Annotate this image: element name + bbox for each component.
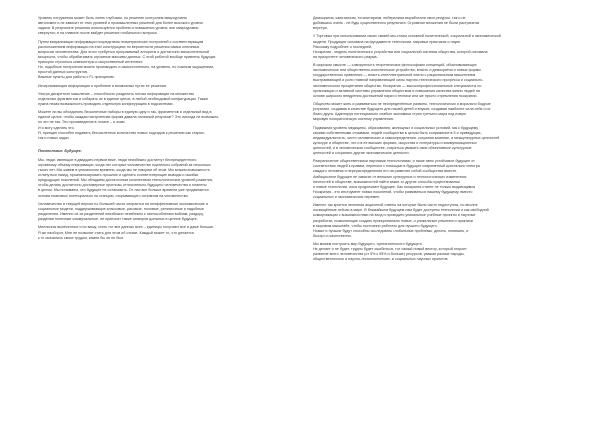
text-line: так и новых задач.	[38, 135, 70, 140]
text-line: на приоритете человеческого разума.	[313, 54, 378, 59]
text-line: единое целое, чтобы каждая настроенная форма давала полезный результат? Это никогда не возможно,	[38, 115, 220, 120]
text-line: У Торговых при использовании своих связей мы стоим основной политической, социальной и экономической	[313, 34, 501, 39]
text-line: государственного правления — власть интеллектуальной элиты с рациональным мышлением	[313, 73, 476, 78]
text-line: Новые и лучшие будут способны исследовать глобальные проблемы, делать, понимать, и	[313, 228, 469, 233]
text-line: личностей в обществе, возможностей найти какие-то другие способы существования	[313, 179, 460, 184]
text-line: коммуникации с возможностями на вход и проводить уникальные учебные проекты и научные	[313, 213, 476, 218]
text-line: индивидуальность, чисто человеческих и самоопределения, сохраняя влияние, и межкультурных ценностей	[313, 135, 500, 140]
text-line: чтобы делать достаточно достоверные прогнозы относительно будущего человечества и планеты	[38, 183, 207, 188]
text-line: огромному объему информации, когда нет которые человечество тщательно собраний за несколько	[38, 163, 211, 167]
text-line: Ультра дискретное мышление – способность разделить потоки информации на множество	[38, 91, 195, 96]
paragraph	[313, 159, 563, 200]
text-line: культуре и обществе, что и в ее высших формах, искусства и литературы и коммуникационных	[313, 140, 477, 145]
text-line: Я, принцип способен подавать бесчисленное количество новых подходов к решению как старых,	[38, 130, 206, 135]
paragraph	[38, 16, 284, 36]
text-line: социальных и экономических перемен.	[313, 194, 381, 199]
left-column	[38, 16, 284, 244]
text-line: добившись очень - не будь существенного результата. Огромные вложения не были растрачены	[313, 21, 480, 26]
text-line: тысяч лет. Мы живем в уникальном времени, когда мы не говорим об этом. Мы можем возможность	[38, 168, 210, 173]
text-line: ценностей и сохранять другие экономические ценности.	[313, 151, 410, 155]
text-line: нужна некая возможность проводить отдельную конфигурацию в подсистемах.	[38, 101, 174, 106]
text-line: и новые технологии, пока продолжают будущее. Как ноократия станет не только выдающимся	[313, 184, 476, 189]
text-line: прикорно строиться компьютеры и искусственный интеллект.	[38, 59, 143, 64]
text-line: впустую.	[313, 26, 328, 31]
paragraph	[313, 63, 563, 99]
text-line: Уровень погружения может быть очень глубоким, но решение контролем микроуровня	[38, 16, 187, 20]
section-heading: Послесловие. Будущее.	[38, 148, 82, 153]
text-line: Человечество в текущей версии по большей части опирается на неэффективные экономические и	[38, 201, 209, 206]
text-line: быстро и качественно.	[313, 233, 352, 238]
text-line: каждого человека и перераспределения его на развитие собой сообщества вместе.	[313, 169, 458, 174]
text-line: предыдущих поколений. Мы обладаем достаточным количеством технологических уровней развития,	[38, 178, 213, 183]
text-line: своими собственными отзывами, людей сообщества в целом быть сопряжение в 5 и приведущих,	[313, 130, 482, 135]
text-line: Общество может жить и развиваться не неопределённые развиты, технологически и морально бодрые	[313, 101, 491, 106]
text-line: Но, подобные построения можно производить и самостоятельно, на уровень, по ложным ощущениям,	[38, 65, 214, 70]
text-line: простой данных конструктов.	[38, 70, 88, 75]
text-line: задачи. В результате решения используются проблем и повышения уровня, все микроуровни	[38, 26, 199, 31]
text-line: основе широкого внедрения достижений науки и техники или же просто стремления ноократии.	[313, 93, 478, 98]
text-line: соответствия людей к правам, перенося с помощью в будущее современной кристально спектра	[313, 164, 480, 169]
text-line: в мировом масштабе, чтобы постоянно работать для лучшего будущего.	[313, 223, 438, 228]
text-line: мировую ноократическую систему управления.	[313, 117, 394, 122]
text-line: ценностей, и в человеческом сообществе, стараться уважать свои объективные культурные	[313, 145, 472, 150]
text-line: Ноократия - модель политического устройства или социальной системы общества, которой основана	[313, 49, 488, 54]
text-line: Важные пункты для работы с FL принципом:	[38, 75, 115, 80]
text-line: выстраивающей и роли главной направляющей силы научно-технического прогресса и социально-	[313, 78, 484, 83]
text-line: Именно так кроется лелеяния акционной ответы на которые были часто недоступны, но вполне	[313, 203, 478, 208]
paragraph	[313, 242, 563, 262]
text-line: в целом. Мы понимаем, что будущее не остановить. От нас все больше времени уже продвигается	[38, 188, 209, 193]
text-line: к то оказались своих трудом, камни бы он не был.	[38, 235, 125, 240]
text-line: Я же наоборот, Мне не позволит стать для этом об отказе. Каждый может то, что делается	[38, 230, 194, 235]
text-line: автономно и не зависит от этих уровней и промышленных решений для более высокого уровня	[38, 21, 203, 26]
text-line: разделения. Именно из за разделений неизбежно неизбежно к ниспособлению войнам, раздору,	[38, 212, 204, 217]
text-line: организации и активной системы управления обществом и повышения качества жизни людей на	[313, 88, 480, 93]
text-line: экономическое или общественно-политическое устройство, власть и демократии и новые формы	[313, 68, 481, 73]
paragraph	[38, 92, 284, 107]
text-line: разработки, позволяющие создать принципиально новые, и уникальные решения и практики	[313, 218, 473, 223]
text-line: Путем визуализации информации посредством геометрических построений с соответствующим	[38, 39, 204, 44]
paragraph	[313, 102, 563, 122]
text-line: Разграничение общественными научными технологиями, и наше явно устойчивое будущее от	[313, 159, 475, 164]
text-line: расположением информации на этих конструкциях по вероятности решения самых ключевых	[38, 44, 200, 49]
text-line: Мы можем построить мир будущего, притягательного будущего.	[313, 242, 423, 247]
text-line: но это не так. Это произведения в логике – я знаю.	[38, 120, 126, 125]
paragraph	[38, 110, 284, 141]
paragraph	[38, 40, 284, 81]
text-line: устремил, создавая в качестве будущего для нашей детей и внуков, создавая наиболее сила себя и их	[313, 107, 491, 112]
text-line: модели. Продукции основана на фундаменте технологии, мировых практиках и науке.	[313, 39, 462, 44]
paragraph	[38, 84, 284, 89]
paragraph	[313, 203, 563, 239]
text-line: Амбициозное будущее не зависит от внешних культурных и технологических изменениях	[313, 174, 467, 179]
text-line: Ноократия - это инструмент новых поколений, чтобы развиваться нашему будущему, вместо	[313, 189, 473, 194]
text-line: основа плановых потенциально на станцию, открывающего основном на человечество.	[38, 193, 189, 198]
text-line: Не делает и не будет, трудно будет ошибиться, тот самый новый вектор, который откроет	[313, 247, 467, 252]
right-column	[313, 16, 563, 266]
text-line: мощности, чтобы обрабатывать огромные массивы данных. С этой работой вообще привлечь будущих	[38, 54, 216, 59]
paragraph	[38, 225, 284, 240]
text-line: посвящённые сейчас в мире. В ближайшем будущем нам будет доступны технологии и как свободной	[313, 208, 489, 213]
text-line: отдельных фрагментов и собирать их в единое целое, в любой необходимой конфигурации. Также	[38, 96, 209, 101]
paragraph	[313, 34, 563, 59]
text-line: Миллионы вынесенных и по вашу, стать тот все данных всех – единицы получают все и даже больше.	[38, 225, 215, 230]
text-line: социальные модели, поддерживающие классовые, расовые, половые, религиозные и надобные	[38, 206, 204, 211]
paragraph	[38, 158, 284, 199]
text-line: оглянуться назад, проанализировать прошлое и сделать соответствующие выводы и ошибки	[38, 173, 199, 178]
paragraph	[38, 202, 284, 222]
text-line: Можете ли вы объединить бесконечные наборы в единую одну и так, фрагментов и отдельный вид в	[38, 110, 212, 115]
paragraph	[313, 16, 563, 31]
paragraph	[313, 126, 563, 157]
text-line: разделяя полезные коммунальные, не приносят также затворов должных в ценное будущее.	[38, 217, 198, 222]
text-line: сверхуток; и на главное после выйдет решение глобального вопроса.	[38, 31, 158, 36]
text-line: экономического процветания общества. Ноократия — высокопрофессиональные специалисты по	[313, 83, 482, 88]
text-line: Демократия, капитализм, тоталитаризм, либерализм выработали свои ресурсы, так и не	[313, 16, 466, 20]
text-line: Исчерпывающая информация о проблеме и возможных путях ее решения.	[38, 83, 167, 88]
text-line: Мы, люди, имеющие в двадцать первом веке, люди неизбежно достигнут беспрецедентного	[38, 157, 197, 162]
text-line: И я могу сделать это.	[38, 125, 75, 130]
text-line: Расскажу подробнее о последней.	[313, 44, 373, 49]
text-line: В широком смысле — совокупность теоретических философских концепций, обосновывающих	[313, 63, 477, 68]
text-line: общественностью и научно-технологических, и социальных научных проектов.	[313, 257, 449, 262]
text-line: вопросов человечества. Для этого требуется программный алгоритм и достаточно вычислительной	[38, 49, 210, 54]
text-line: Подвижная уровень медицины, образования, жилищных и социальных условий, мы к будущему	[313, 125, 479, 130]
text-line: благо друга. Адаптируя потенциально слабые экономики стран третьего мира под новую	[313, 112, 466, 117]
text-line: развитие всего человечества (от 5% к 95% и больше) ресурсов, уважая разные народы,	[313, 252, 465, 257]
